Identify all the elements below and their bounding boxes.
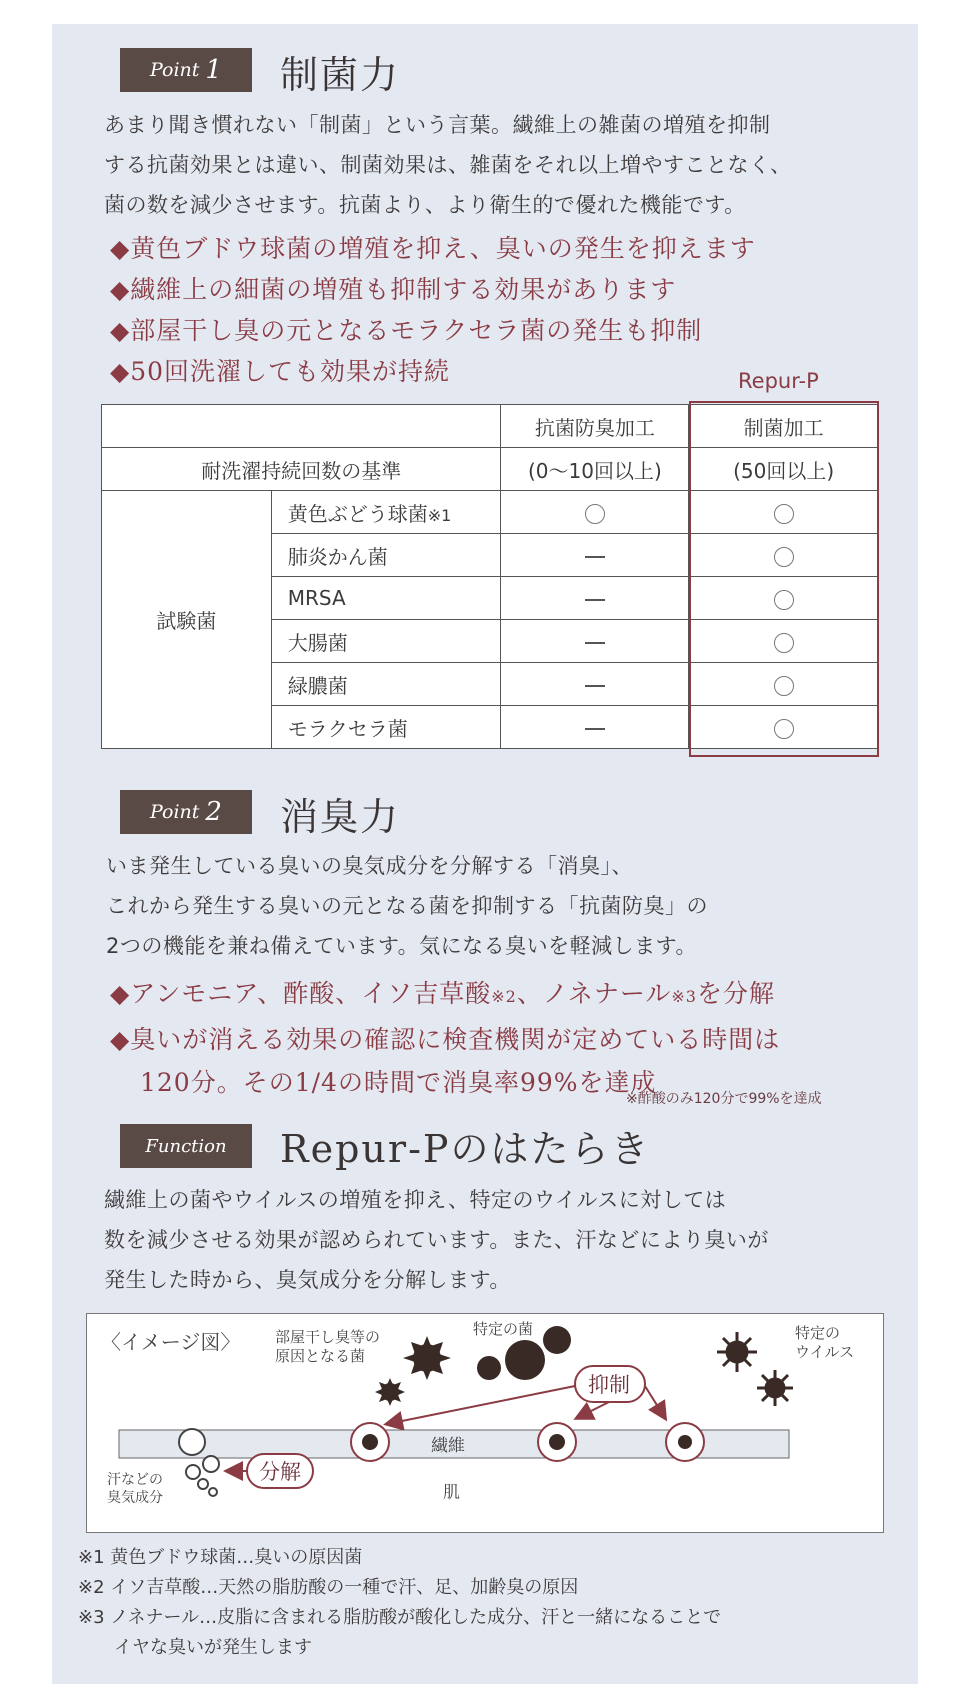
suppressed-germ-icon: [351, 1423, 389, 1461]
point1-heading: 制菌力: [280, 53, 401, 97]
suppressed-germ-icon: [538, 1423, 576, 1461]
bullet-text: 、ノネナール: [516, 979, 672, 1008]
circle-mark-icon: [585, 504, 605, 524]
skin-label: 肌: [443, 1483, 460, 1503]
point2-paragraph-line: これから発生する臭いの元となる菌を抑制する「抗菌防臭」の: [106, 894, 708, 918]
bacteria-name: MRSA: [271, 577, 501, 620]
fiber-label: 繊維: [431, 1436, 465, 1456]
point2-badge-num: 2: [205, 797, 222, 827]
bullet-text: を分解: [696, 979, 775, 1008]
point2-badge: [120, 790, 252, 834]
row-label-wash: 耐洗濯持続回数の基準: [102, 448, 501, 491]
cell-wash-antibac: (0〜10回以上): [501, 448, 689, 491]
suppressed-virus-icon: [666, 1423, 704, 1461]
table-header-empty: [102, 405, 501, 448]
col-header-seikin: 制菌加工: [689, 405, 879, 448]
function-paragraph-line: 数を減少させる効果が認められています。また、汗などにより臭いが: [104, 1228, 769, 1252]
point1-bullet: ◆部屋干し臭の元となるモラクセラ菌の発生も抑制: [110, 316, 703, 345]
cell-antibac: [501, 491, 689, 534]
repur-p-label: Repur-P: [738, 369, 819, 393]
bunkai-label: 分解: [259, 1460, 301, 1484]
function-heading: Repur-Pのはたらき: [280, 1127, 651, 1171]
yokusei-arrow: [645, 1386, 665, 1418]
point1-paragraph-line: あまり聞き慣れない「制菌」という言葉。繊維上の雑菌の増殖を抑制: [104, 113, 771, 137]
function-badge: [120, 1124, 252, 1168]
point1-paragraph-line: 菌の数を減少させます。抗菌より、より衛生的で優れた機能です。: [104, 193, 746, 217]
point1-bullet: ◆繊維上の細菌の増殖も抑制する効果があります: [110, 275, 677, 304]
cell-antibac: [501, 706, 689, 749]
footnote: ※3 ノネナール…皮脂に含まれる脂肪酸が酸化した成分、汗と一緒になることで: [78, 1607, 722, 1628]
spiky-germ-icon: [375, 1378, 405, 1406]
cell-antibac: [501, 663, 689, 706]
group-label-test-bacteria: 試験菌: [102, 491, 272, 749]
diagram-image-label: 〈イメージ図〉: [101, 1330, 241, 1354]
dash-mark-icon: [585, 728, 605, 730]
bacteria-name: 緑膿菌: [271, 663, 501, 706]
point1-paragraph-line: する抗菌効果とは違い、制菌効果は、雑菌をそれ以上増やすことなく、: [104, 153, 792, 177]
yokusei-arrow: [387, 1386, 575, 1424]
col-header-antibac: 抗菌防臭加工: [501, 405, 689, 448]
function-paragraph: [104, 1180, 769, 1300]
image-diagram: [86, 1313, 884, 1533]
point2-paragraph: [106, 846, 708, 966]
point2-paragraph-line: 2つの機能を兼ね備えています。気になる臭いを軽減します。: [106, 934, 697, 958]
bacteria-name: 黄色ぶどう球菌: [287, 501, 428, 526]
dash-mark-icon: [585, 642, 605, 644]
cell-wash-seikin: (50回以上): [689, 448, 879, 491]
spiky-germ-icon: [403, 1336, 451, 1380]
point1-badge: [120, 48, 252, 92]
bacteria-name: 肺炎かん菌: [271, 534, 501, 577]
point1-bullet: ◆50回洗濯しても効果が持続: [110, 357, 451, 386]
bacteria-name-cell: [271, 491, 501, 534]
bacteria-name: 大腸菌: [271, 620, 501, 663]
footnote-ref: ※3: [671, 987, 697, 1006]
diagram-illustration: [87, 1314, 885, 1534]
footnote: ※1 黄色ブドウ球菌…臭いの原因菌: [78, 1547, 363, 1568]
point2-note: ※酢酸のみ120分で99%を達成: [626, 1091, 822, 1107]
function-paragraph-line: 発生した時から、臭気成分を分解します。: [104, 1268, 511, 1292]
bacteria-note: ※1: [427, 505, 452, 525]
cell-antibac: [501, 620, 689, 663]
point2-paragraph-line: いま発生している臭いの臭気成分を分解する「消臭」、: [106, 854, 633, 878]
bullet-text: ◆アンモニア、酢酸、イソ吉草酸: [110, 979, 492, 1008]
heyaboshi-label-2: 原因となる菌: [275, 1347, 366, 1365]
point1-paragraph: [104, 105, 792, 225]
point1-bullet: ◆黄色ブドウ球菌の増殖を抑え、臭いの発生を抑えます: [110, 234, 756, 263]
repur-p-highlight-frame: [689, 401, 879, 757]
tokutei-virus-label-2: ウイルス: [795, 1343, 855, 1361]
virus-icon: [757, 1370, 793, 1406]
function-paragraph-line: 繊維上の菌やウイルスの増殖を抑え、特定のウイルスに対しては: [104, 1188, 727, 1212]
footnote: ※2 イソ吉草酸…天然の脂肪酸の一種で汗、足、加齢臭の原因: [78, 1577, 579, 1598]
footnote: イヤな臭いが発生します: [78, 1637, 312, 1658]
point1-badge-word: Point: [150, 59, 200, 81]
ase-label-1: 汗などの: [107, 1472, 163, 1488]
bacteria-name: モラクセラ菌: [271, 706, 501, 749]
dash-mark-icon: [585, 599, 605, 601]
tokutei-virus-label-1: 特定の: [795, 1324, 841, 1342]
cell-antibac: [501, 534, 689, 577]
footnote-ref: ※2: [491, 987, 517, 1006]
point2-bullet: [110, 972, 780, 1018]
cell-antibac: [501, 577, 689, 620]
dash-mark-icon: [585, 556, 605, 558]
footnotes: [78, 1543, 721, 1663]
point1-badge-num: 1: [205, 55, 222, 85]
point2-bullet: ◆臭いが消える効果の確認に検査機関が定めている時間は: [110, 1025, 781, 1054]
point2-heading: 消臭力: [280, 795, 401, 839]
yokusei-label: 抑制: [588, 1373, 630, 1397]
ase-label-2: 臭気成分: [107, 1490, 163, 1506]
dash-mark-icon: [585, 685, 605, 687]
point2-bullets: [110, 972, 780, 1104]
point1-bullets: [110, 228, 756, 392]
virus-icon: [717, 1332, 757, 1372]
point2-badge-word: Point: [150, 801, 200, 823]
tokutei-kin-label: 特定の菌: [473, 1320, 534, 1338]
heyaboshi-label-1: 部屋干し臭等の: [275, 1328, 381, 1346]
yokusei-arrow: [577, 1402, 609, 1418]
function-badge-word: Function: [145, 1135, 227, 1157]
point2-bullet-cont: 120分。その1/4の時間で消臭率99%を達成: [140, 1068, 657, 1097]
